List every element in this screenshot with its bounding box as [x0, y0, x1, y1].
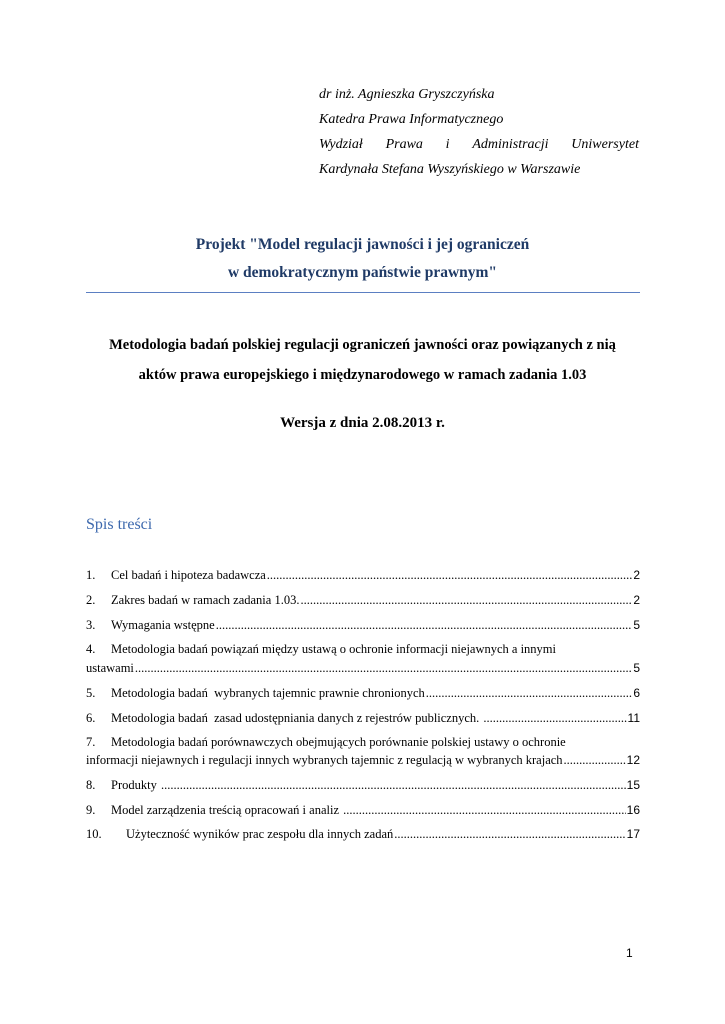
toc-entry-page: 11 — [627, 711, 640, 725]
toc-entry-text: Wymagania wstępne — [111, 618, 215, 632]
toc-leader-dots — [483, 709, 626, 727]
toc-entry[interactable] — [86, 733, 640, 751]
toc-entry-text: Metodologia badań wybranych tajemnic prawnie chronionych — [111, 686, 425, 700]
version-date: Wersja z dnia 2.08.2013 r. — [280, 415, 445, 431]
toc-entry-text: Produkty — [111, 778, 160, 792]
toc-entry-page: 16 — [626, 803, 640, 817]
toc-entry-text: Użyteczność wyników prac zespołu dla innych zadań — [126, 827, 394, 841]
author-name: dr inż. Agnieszka Gryszczyńska — [319, 87, 495, 102]
document-title-line2: aktów prawa europejskiego i międzynarodowego w ramach zadania 1.03 — [138, 367, 587, 383]
toc-entry-text: Cel badań i hipoteza badawcza — [111, 568, 266, 582]
faculty-word: Prawa — [385, 137, 423, 152]
toc-entry-page: 12 — [626, 753, 640, 767]
toc-entry-number: 3. — [86, 618, 96, 632]
toc-leader-dots — [343, 801, 626, 819]
faculty-word: Administracji — [472, 137, 549, 152]
faculty-word: i — [445, 137, 450, 152]
toc-entry-page: 2 — [633, 593, 640, 607]
toc-entry[interactable] — [86, 709, 640, 727]
toc-entry-number: 1. — [86, 568, 96, 582]
toc-leader-dots — [216, 616, 633, 634]
toc-entry[interactable] — [86, 825, 640, 843]
toc-entry-text: ustawami — [86, 661, 134, 675]
toc-entry-number: 9. — [86, 803, 96, 817]
toc-entry-text: informacji niejawnych i regulacji innych wybranych tajemnic z regulacją w wybranych krajach — [86, 753, 563, 767]
toc-entry[interactable] — [86, 776, 640, 794]
toc-entry-text: Metodologia badań zasad udostępniania danych z rejestrów publicznych. — [111, 711, 483, 725]
toc-entry-text: Metodologia badań porównawczych obejmujących porównanie polskiej ustawy o ochronie — [111, 735, 566, 749]
toc-entry-page: 2 — [633, 568, 640, 582]
toc-entry-number: 8. — [86, 778, 96, 792]
toc-entry[interactable] — [86, 640, 640, 658]
toc-entry[interactable] — [86, 616, 640, 634]
toc-entry-number: 2. — [86, 593, 96, 607]
toc-leader-dots — [426, 684, 633, 702]
toc-leader-dots — [161, 776, 626, 794]
author-block — [319, 82, 639, 182]
toc-entry-page: 15 — [626, 778, 640, 792]
project-title-line1: Projekt "Model regulacji jawności i jej ograniczeń — [195, 236, 530, 253]
toc-title: Spis treści — [86, 516, 153, 533]
toc-leader-dots — [564, 751, 626, 769]
toc-entry-number: 7. — [86, 735, 96, 749]
toc-entry[interactable] — [86, 566, 640, 584]
faculty-word: Uniwersytet — [571, 137, 639, 152]
page-number: 1 — [626, 946, 633, 960]
toc-leader-dots — [300, 591, 632, 609]
toc-entry-number: 5. — [86, 686, 96, 700]
toc-entry-page: 5 — [633, 618, 640, 632]
toc-entry-page: 6 — [633, 686, 640, 700]
faculty-word: Wydział — [319, 137, 363, 152]
toc-entry-text: Zakres badań w ramach zadania 1.03. — [111, 593, 300, 607]
toc-entry-text: Model zarządzenia treścią opracowań i analiz — [111, 803, 343, 817]
project-title-line2: w demokratycznym państwie prawnym" — [227, 264, 498, 281]
document-title — [86, 330, 639, 390]
toc-entry-page: 17 — [626, 827, 640, 841]
toc-entry-continuation[interactable] — [86, 659, 640, 677]
toc-entry-page: 5 — [633, 661, 640, 675]
toc-entry-number: 10. — [86, 827, 102, 841]
author-faculty — [319, 132, 639, 157]
document-title-line1: Metodologia badań polskiej regulacji ograniczeń jawności oraz powiązanych z nią — [109, 337, 616, 353]
toc-entry-number: 6. — [86, 711, 96, 725]
toc-leader-dots — [267, 566, 633, 584]
toc-entry-number: 4. — [86, 642, 96, 656]
toc-leader-dots — [135, 659, 632, 677]
author-department: Katedra Prawa Informatycznego — [319, 112, 504, 127]
toc-entry-text: Metodologia badań powiązań między ustawą o ochronie informacji niejawnych a innymi — [111, 642, 557, 656]
title-divider — [86, 292, 640, 293]
project-title — [86, 231, 639, 287]
toc-entry[interactable] — [86, 684, 640, 702]
toc-entry-continuation[interactable] — [86, 751, 640, 769]
toc-leader-dots — [394, 825, 625, 843]
toc-entry[interactable] — [86, 801, 640, 819]
toc-entry[interactable] — [86, 591, 640, 609]
author-university: Kardynała Stefana Wyszyńskiego w Warszawie — [319, 162, 581, 177]
